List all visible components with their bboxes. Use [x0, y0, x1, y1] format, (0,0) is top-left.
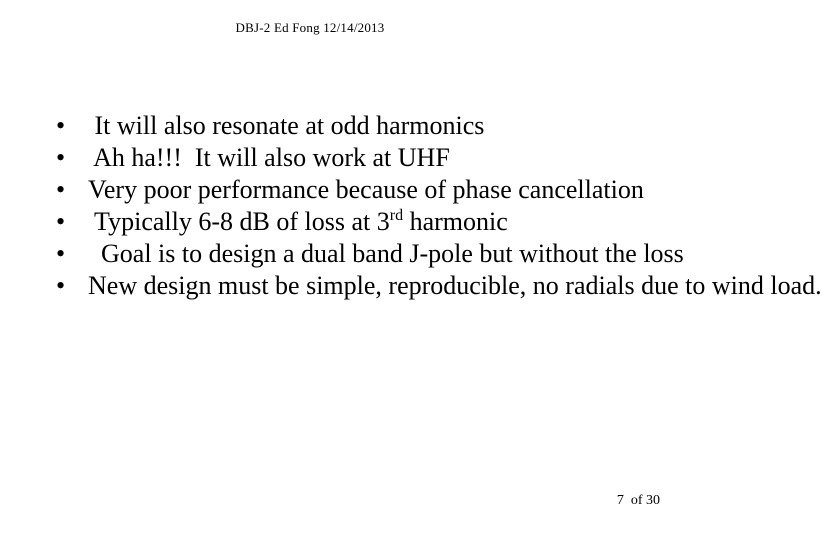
superscript-ordinal: rd: [389, 207, 404, 224]
bullet-text-before: Typically 6-8 dB of loss at 3: [88, 207, 390, 236]
bullet-text-line1: Goal is to design a dual band J-pole but: [88, 239, 513, 268]
bullet-marker: •: [56, 239, 66, 268]
bullet-text: [88, 207, 508, 236]
bullet-item-goal: [56, 238, 684, 270]
bullet-item-loss: [56, 206, 676, 238]
bullet-text: It will also resonate at odd harmonics: [88, 111, 485, 140]
bullet-text-line1: Very poor performance because of phase: [88, 175, 512, 204]
bullet-item-uhf: [56, 142, 676, 174]
bullet-item-new-design: [56, 270, 822, 302]
bullet-text-line2: cancellation: [518, 175, 644, 204]
slide-header: DBJ-2 Ed Fong 12/14/2013: [235, 20, 385, 35]
bullet-item-poor-performance: [56, 174, 676, 206]
bullet-marker: •: [56, 271, 66, 300]
bullet-marker: •: [56, 207, 66, 236]
page-number: 7 of 30: [616, 493, 660, 508]
bullet-text-after: harmonic: [403, 207, 508, 236]
bullet-text-line1: New design must be simple, reproducible,: [88, 271, 527, 300]
bullet-text-line2: without the loss: [519, 239, 684, 268]
bullet-item-resonate: [56, 110, 676, 142]
bullet-marker: •: [56, 143, 66, 172]
bullet-text: Ah ha!!! It will also work at UHF: [88, 143, 450, 172]
bullet-text-line2: no radials due to wind load.: [532, 271, 822, 300]
bullet-list: [56, 110, 822, 302]
bullet-marker: •: [56, 175, 66, 204]
bullet-marker: •: [56, 111, 66, 140]
